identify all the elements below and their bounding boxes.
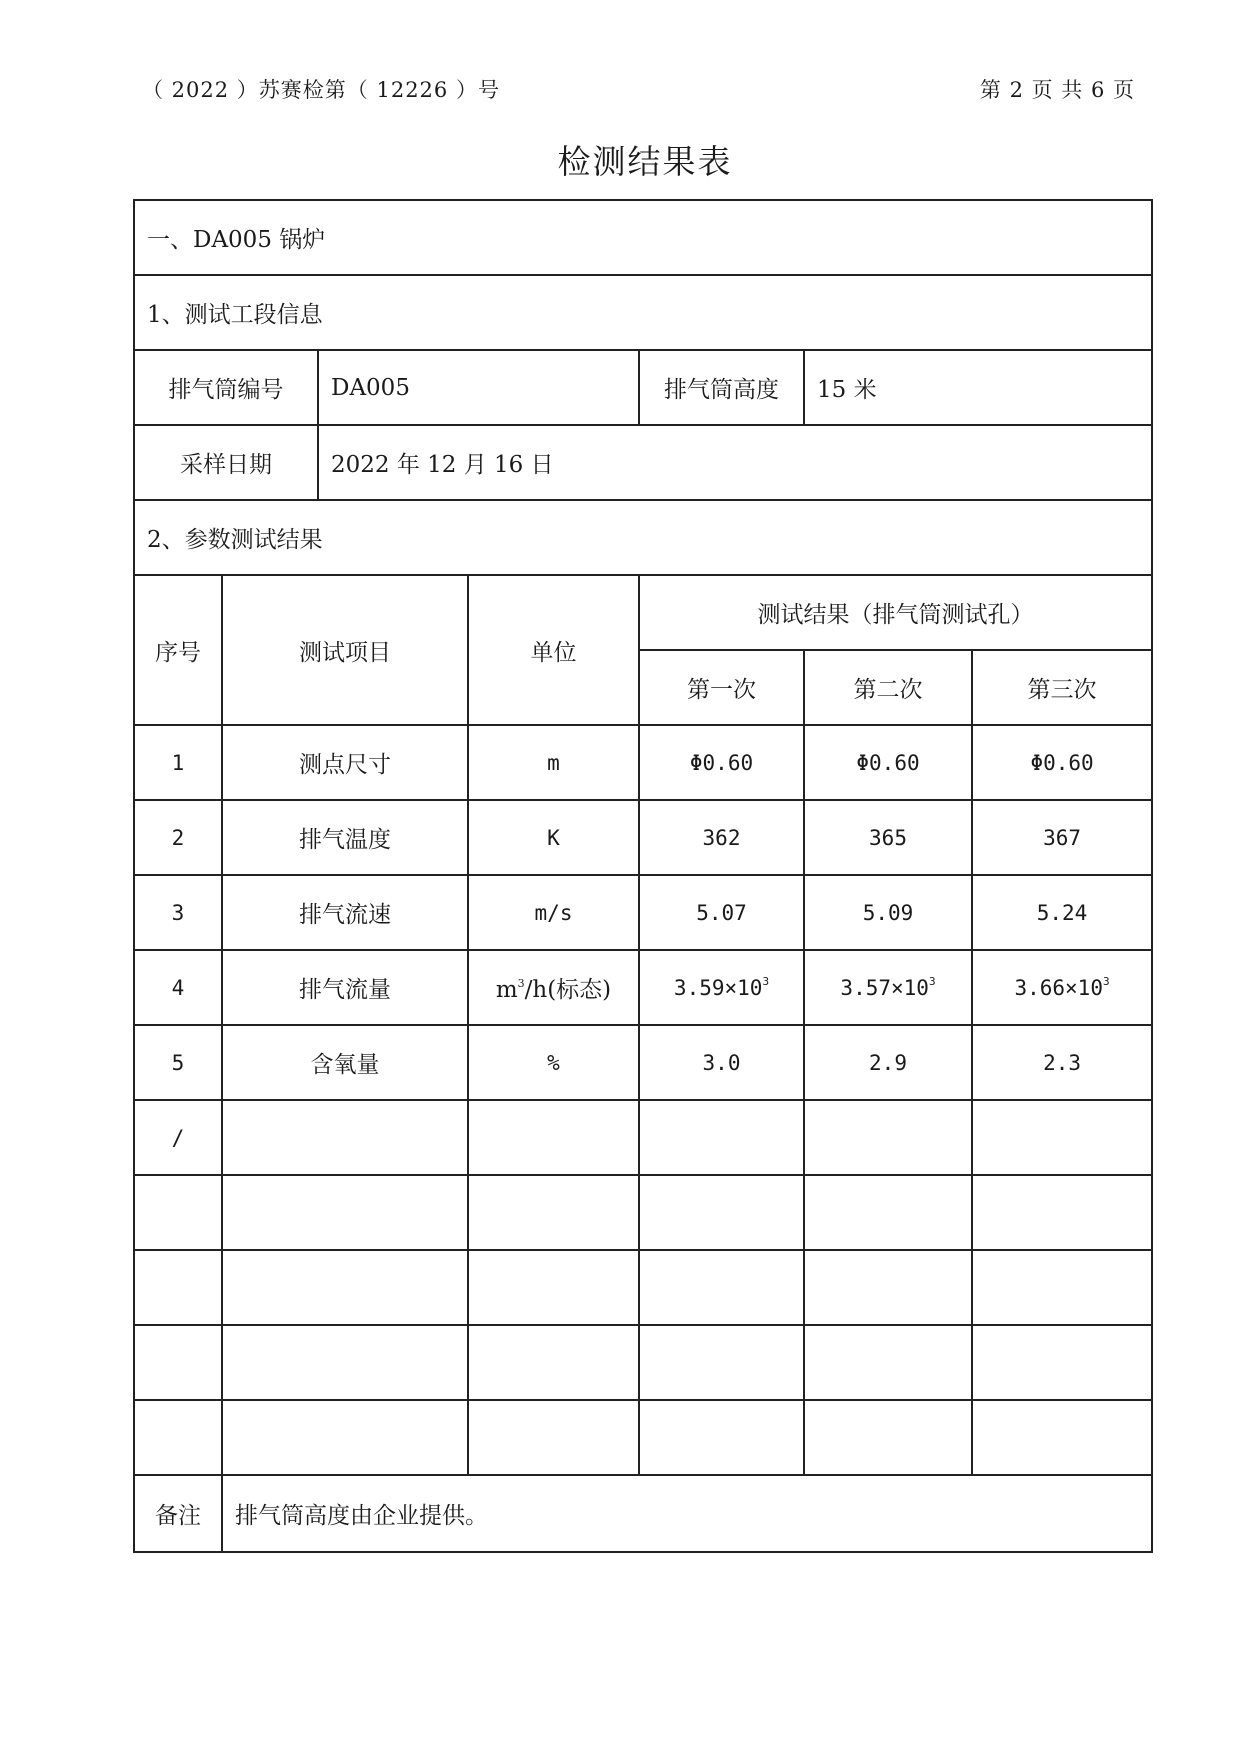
page-indicator: 第 2 页 共 6 页: [979, 78, 1135, 102]
empty-cell: [468, 1400, 639, 1475]
value-exponent: 3: [1102, 975, 1110, 988]
row-run2: [804, 950, 972, 1025]
stack-height-value: 15 米: [804, 350, 1152, 425]
stack-number-label: 排气筒编号: [134, 350, 318, 425]
table-row: [134, 875, 1152, 950]
empty-cell: [804, 1400, 972, 1475]
empty-row: [134, 1175, 1152, 1250]
row-run1: 3.0: [639, 1025, 804, 1100]
section2-heading-row: [134, 500, 1152, 575]
empty-cell: [468, 1325, 639, 1400]
col-header-result: 测试结果（排气筒测试孔）: [639, 575, 1152, 650]
row-item: 含氧量: [222, 1025, 468, 1100]
empty-cell: [804, 1175, 972, 1250]
table-row: [134, 1100, 1152, 1175]
unit-exponent: 3: [517, 977, 525, 990]
stack-height-label: 排气筒高度: [639, 350, 804, 425]
report-number: （ 2022 ）苏赛检第（ 12226 ）号: [142, 78, 500, 102]
remark-label: 备注: [134, 1475, 222, 1552]
empty-cell: [639, 1400, 804, 1475]
results-table: [133, 199, 1153, 1553]
empty-cell: [639, 1250, 804, 1325]
col-header-run2: 第二次: [804, 650, 972, 725]
empty-cell: [222, 1325, 468, 1400]
value-exponent: 3: [928, 975, 936, 988]
row-unit: m/s: [468, 875, 639, 950]
stack-number-value: DA005: [318, 350, 639, 425]
empty-cell: [804, 1325, 972, 1400]
row-run1: 362: [639, 800, 804, 875]
remark-text: 排气筒高度由企业提供。: [222, 1475, 1152, 1552]
value-base: 3.59×10: [673, 976, 763, 1000]
unit-base: m: [495, 977, 518, 1003]
empty-cell: [639, 1175, 804, 1250]
subsection-heading-row: [134, 275, 1152, 350]
empty-cell: [468, 1175, 639, 1250]
empty-cell: [972, 1325, 1152, 1400]
remark-row: [134, 1475, 1152, 1552]
row-unit: m: [468, 725, 639, 800]
empty-cell: [134, 1325, 222, 1400]
row-seq: 1: [134, 725, 222, 800]
empty-cell: [468, 1250, 639, 1325]
row-run3: 5.24: [972, 875, 1152, 950]
col-header-run1: 第一次: [639, 650, 804, 725]
page-title: 检测结果表: [557, 142, 733, 181]
empty-cell: [222, 1250, 468, 1325]
empty-cell: [639, 1325, 804, 1400]
subsection-heading: 1、测试工段信息: [134, 275, 1152, 350]
row-item: 排气温度: [222, 800, 468, 875]
empty-cell: [804, 1250, 972, 1325]
row-run2: 5.09: [804, 875, 972, 950]
row-item: 排气流速: [222, 875, 468, 950]
value-base: 3.57×10: [840, 976, 929, 1000]
section2-heading: 2、参数测试结果: [134, 500, 1152, 575]
empty-cell: [134, 1250, 222, 1325]
empty-cell: [972, 1175, 1152, 1250]
col-header-run3: 第三次: [972, 650, 1152, 725]
col-header-seq: 序号: [134, 575, 222, 725]
section-heading-row: [134, 200, 1152, 275]
stack-info-row: [134, 350, 1152, 425]
row-run2: 365: [804, 800, 972, 875]
col-header-unit: 单位: [468, 575, 639, 725]
row-unit: %: [468, 1025, 639, 1100]
empty-cell: [972, 1250, 1152, 1325]
row-seq: 4: [134, 950, 222, 1025]
unit-rest: /h(标态): [524, 977, 612, 1003]
sampling-date-value: 2022 年 12 月 16 日: [318, 425, 1152, 500]
empty-cell: [134, 1175, 222, 1250]
row-run1: [639, 1100, 804, 1175]
column-header-row: [134, 575, 1152, 650]
value-base: 3.66×10: [1014, 976, 1103, 1000]
empty-cell: [222, 1175, 468, 1250]
row-seq: /: [134, 1100, 222, 1175]
row-run3: [972, 950, 1152, 1025]
empty-row: [134, 1400, 1152, 1475]
table-row: [134, 950, 1152, 1025]
row-unit: [468, 950, 639, 1025]
table-row: [134, 725, 1152, 800]
row-item: 排气流量: [222, 950, 468, 1025]
row-run2: Φ0.60: [804, 725, 972, 800]
row-seq: 3: [134, 875, 222, 950]
sampling-date-row: [134, 425, 1152, 500]
row-run1: Φ0.60: [639, 725, 804, 800]
empty-cell: [972, 1400, 1152, 1475]
table-row: [134, 800, 1152, 875]
row-run3: [972, 1100, 1152, 1175]
row-seq: 5: [134, 1025, 222, 1100]
row-item: 测点尺寸: [222, 725, 468, 800]
sampling-date-label: 采样日期: [134, 425, 318, 500]
empty-cell: [222, 1400, 468, 1475]
empty-row: [134, 1325, 1152, 1400]
value-exponent: 3: [762, 975, 770, 988]
row-run1: 5.07: [639, 875, 804, 950]
row-run2: 2.9: [804, 1025, 972, 1100]
empty-row: [134, 1250, 1152, 1325]
empty-cell: [134, 1400, 222, 1475]
section-heading: 一、DA005 锅炉: [134, 200, 1152, 275]
row-run1: [639, 950, 804, 1025]
row-item: [222, 1100, 468, 1175]
table-row: [134, 1025, 1152, 1100]
row-run3: 2.3: [972, 1025, 1152, 1100]
row-seq: 2: [134, 800, 222, 875]
col-header-item: 测试项目: [222, 575, 468, 725]
row-run3: Φ0.60: [972, 725, 1152, 800]
row-unit: [468, 1100, 639, 1175]
row-unit: K: [468, 800, 639, 875]
row-run3: 367: [972, 800, 1152, 875]
row-run2: [804, 1100, 972, 1175]
